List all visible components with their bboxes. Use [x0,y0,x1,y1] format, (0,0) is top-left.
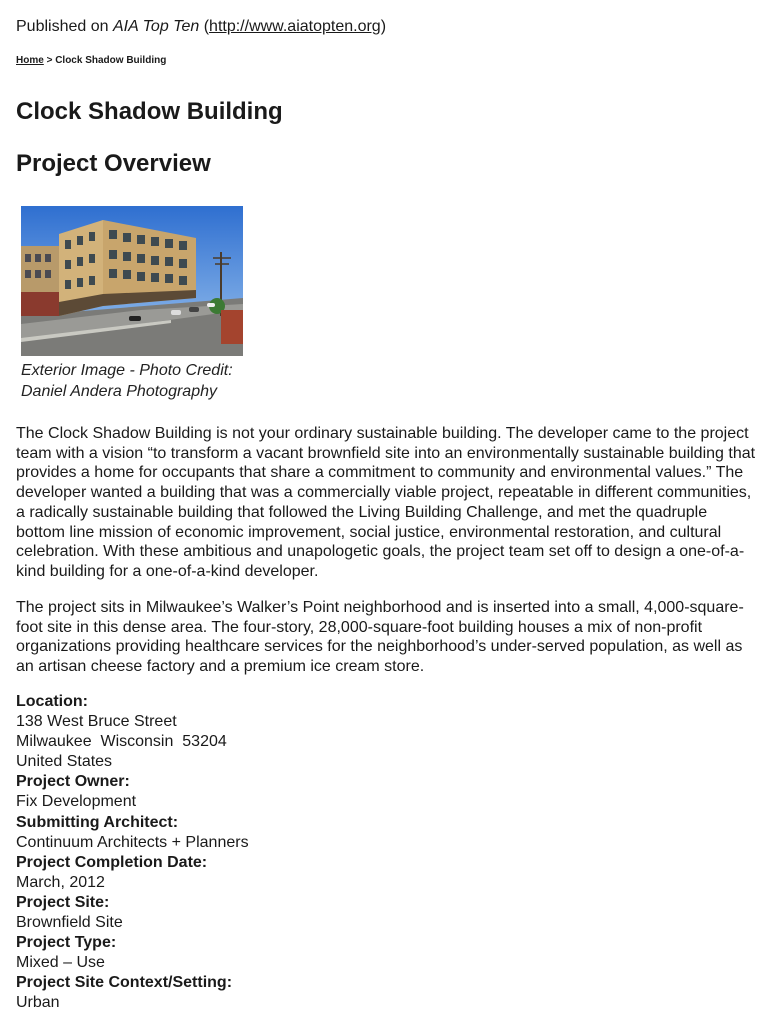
architect-value: Continuum Architects + Planners [16,833,249,851]
location-label: Location: [16,693,88,710]
location-city: Milwaukee Wisconsin 53204 [16,733,227,751]
photo-figure [21,206,243,402]
photo-caption [21,360,243,402]
overview-paragraph-1: The Clock Shadow Building is not your ordinary sustainable building. The developer came to the project team with a vision “to transform a vacant brownfield site into an environmentally sustainable building that provides a home for occupants that share a commitment to community and environmental values.” The developer wanted a building that was a commercially viable project, repeatable in different communities, a radically sustainable building that followed the Living Building Challenge, and met the quadruple bottom line mission of economic improvement, social justice, environmental restoration, and cultural celebration. With these ambitious and unapologetic goals, the project team set off to design a one-of-a-kind building for a one-of-a-kind developer. [16,425,756,580]
owner-label: Project Owner: [16,773,130,791]
caption-line-2: Daniel Andera Photography [21,383,217,400]
site-label: Project Site: [16,893,110,911]
owner-value: Fix Development [16,793,137,811]
page-title: Clock Shadow Building [16,98,283,125]
site-value: Brownfield Site [16,914,123,932]
completion-label: Project Completion Date: [16,853,208,871]
section-heading: Project Overview [16,150,211,177]
breadcrumb-separator: > [43,55,56,66]
overview-paragraph-2: The project sits in Milwaukee’s Walker’s Point neighborhood and is inserted into a small, 4,000-square-foot site in this dense area. The four-story, 28,000-square-foot building houses a mix of non-profit organizations providing healthcare services for the neighborhood’s under-served population, as well as an artisan cheese factory and a premium ice cream store. [16,599,744,676]
location-country: United States [16,753,113,771]
type-label: Project Type: [16,934,117,952]
caption-line-1: Exterior Image - Photo Credit: [21,362,233,379]
type-value: Mixed – Use [16,954,105,972]
published-prefix: Published on [16,18,113,35]
context-label: Project Site Context/Setting: [16,974,233,992]
breadcrumb-current: Clock Shadow Building [55,55,167,66]
close-paren: ) [380,18,387,35]
open-paren: ( [199,18,210,35]
project-details [16,692,249,1014]
location-street: 138 West Bruce Street [16,713,177,731]
building-photo [21,206,243,356]
architect-label: Submitting Architect: [16,813,179,831]
site-name: AIA Top Ten [112,18,200,35]
breadcrumb [16,54,166,68]
site-url-link[interactable]: http://www.aiatopten.org [209,18,381,35]
context-value: Urban [16,994,60,1012]
completion-value: March, 2012 [16,873,105,891]
published-line [16,17,386,37]
breadcrumb-home-link[interactable]: Home [16,55,44,66]
